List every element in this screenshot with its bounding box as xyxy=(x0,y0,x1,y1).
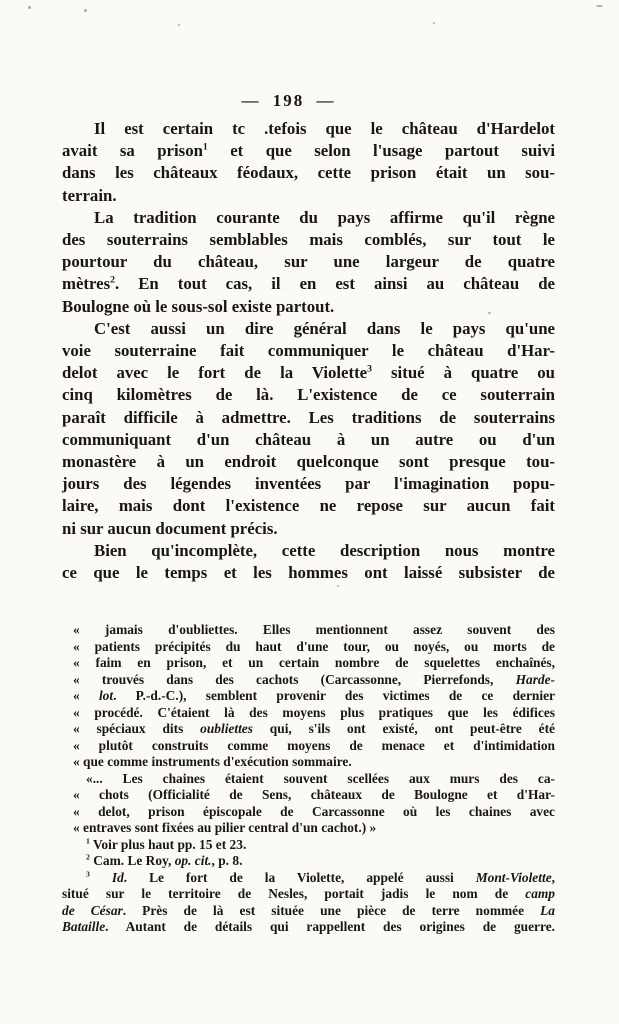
footnote-marker: 1 xyxy=(86,836,90,846)
text-segment: dans les châteaux féodaux, cette prison était un sou- xyxy=(62,163,555,183)
text-segment: cinq kilomètres de là. L'existence de ce souterrain xyxy=(62,385,555,405)
italic-text: oubliettes xyxy=(200,721,253,736)
text-line xyxy=(62,473,555,495)
text-segment: Voir plus haut pp. 15 et 23. xyxy=(89,836,247,852)
text-segment: qui, s'ils ont existé, ont peut-être été xyxy=(252,721,556,736)
text-segment: delot avec le fort de la Violette xyxy=(62,363,368,383)
text-line xyxy=(62,870,555,887)
text-line xyxy=(62,738,555,755)
footnotes xyxy=(62,622,555,936)
text-line xyxy=(62,207,555,229)
italic-text: Id xyxy=(111,869,124,885)
text-segment: . Près de là est située une pièce de terre nommée xyxy=(122,902,541,918)
text-line xyxy=(62,886,555,903)
text-segment: « procédé. C'étaient là des moyens plus pratiques que les édifices xyxy=(73,704,555,720)
text-segment: La tradition courante du pays affirme qu'il règne xyxy=(94,207,555,227)
text-line xyxy=(62,229,555,251)
text-line xyxy=(62,140,555,162)
text-segment: monastère à un endroit quelconque sont presque tou- xyxy=(62,452,555,472)
italic-text: de César xyxy=(62,902,123,918)
text-segment: Cam. Le Roy, xyxy=(89,853,175,868)
text-line xyxy=(62,318,555,340)
text-segment: Il est certain tc .tefois que le château d'Hardelot xyxy=(94,119,555,138)
text-line xyxy=(62,185,555,207)
text-segment: . Le fort de la Violette, appelé aussi xyxy=(123,869,476,885)
body-text xyxy=(62,118,555,584)
text-line xyxy=(62,919,555,936)
text-segment: laire, mais dont l'existence ne repose sur aucun fait xyxy=(62,496,555,516)
text-line xyxy=(62,118,555,140)
scan-speck xyxy=(488,312,491,314)
text-line xyxy=(62,672,555,689)
text-line xyxy=(62,362,555,384)
text-line xyxy=(62,451,555,473)
scan-speck xyxy=(433,22,435,24)
text-line xyxy=(62,903,555,920)
text-segment: « patients précipités du haut d'une tour, ou noyés, ou morts de xyxy=(73,638,555,654)
text-line xyxy=(62,853,555,870)
text-line xyxy=(62,518,555,540)
italic-text: camp xyxy=(525,886,555,901)
text-segment: , p. 8. xyxy=(211,853,243,868)
text-segment: . En tout cas, il en est ainsi au château de xyxy=(115,274,555,294)
text-segment: « trouvés dans des cachots (Carcassonne, Pierrefonds, xyxy=(73,671,516,687)
text-line xyxy=(62,837,555,854)
text-line xyxy=(62,804,555,821)
text-line xyxy=(62,721,555,738)
text-segment: « faim en prison, et un certain nombre de squelettes enchaînés, xyxy=(73,655,555,670)
text-segment xyxy=(90,870,112,885)
text-line xyxy=(62,540,555,562)
text-line xyxy=(62,407,555,429)
scan-speck xyxy=(337,585,339,587)
italic-text: Mont-Violette xyxy=(475,869,552,885)
text-line xyxy=(62,688,555,705)
text-segment: ce que le temps et les hommes ont laissé subsister de xyxy=(62,563,555,583)
text-line xyxy=(62,429,555,451)
text-segment: , xyxy=(551,869,555,885)
text-segment: . Autant de détails qui rappellent des origines de guerre. xyxy=(105,919,555,934)
text-segment: . P.-d.-C.), semblent provenir des victimes de ce dernier xyxy=(113,688,555,703)
text-segment: « chots (Officialité de Sens, châteaux de Boulogne et d'Har- xyxy=(73,787,555,802)
text-line xyxy=(62,655,555,672)
text-segment: «... Les chaines étaient souvent scellées aux murs des ca- xyxy=(86,770,555,786)
text-segment: situé à quatre ou xyxy=(372,363,555,383)
text-segment: « entraves sont fixées au pilier central d'un cachot.) » xyxy=(73,820,377,835)
text-segment: Bien qu'incomplète, cette description nous montre xyxy=(94,540,555,560)
text-line xyxy=(62,296,555,318)
italic-text: lot xyxy=(98,688,114,703)
text-line xyxy=(62,787,555,804)
italic-text: op. cit. xyxy=(174,853,212,868)
text-line xyxy=(62,340,555,362)
text-segment: situé sur le territoire de Nesles, portait jadis le nom de xyxy=(62,886,526,901)
text-segment: des souterrains semblables mais comblés, sur tout le xyxy=(62,230,555,250)
text-segment: ni sur aucun document précis. xyxy=(62,518,278,538)
text-segment: terrain. xyxy=(62,185,117,205)
footnote-marker: 3 xyxy=(86,869,90,879)
text-segment: pourtour du château, sur une largeur de quatre xyxy=(62,252,555,272)
text-segment: communiquant d'un château à un autre ou d'un xyxy=(62,429,555,449)
text-segment: et que selon l'usage partout suivi xyxy=(207,141,555,161)
text-segment: C'est aussi un dire général dans le pays qu'une xyxy=(94,318,555,338)
text-line xyxy=(62,273,555,295)
scan-speck xyxy=(178,24,180,26)
text-segment: paraît difficile à admettre. Les traditions de souterrains xyxy=(62,407,555,427)
text-segment: mètres xyxy=(62,274,111,294)
footnote-marker: 2 xyxy=(86,852,90,862)
text-line xyxy=(62,384,555,406)
text-segment: voie souterraine fait communiquer le château d'Har- xyxy=(62,341,555,361)
text-line xyxy=(62,820,555,837)
italic-text: Harde- xyxy=(515,671,555,687)
text-segment: jours des légendes inventées par l'imagination popu- xyxy=(62,474,555,494)
text-line xyxy=(62,251,555,273)
text-segment: « xyxy=(73,688,99,703)
italic-text: La xyxy=(540,902,555,918)
text-line xyxy=(62,639,555,656)
italic-text: Bataille xyxy=(62,919,106,934)
text-line xyxy=(62,705,555,722)
text-segment: Boulogne où le sous-sol existe partout. xyxy=(62,296,335,316)
page-number: — 198 — xyxy=(241,91,336,110)
text-line xyxy=(62,771,555,788)
text-line xyxy=(62,622,555,639)
text-line xyxy=(62,495,555,517)
scan-speck xyxy=(84,9,87,12)
footnote-marker: 2 xyxy=(110,274,116,286)
scan-speck xyxy=(596,5,603,7)
text-segment: « delot, prison épiscopale de Carcassonne où les chaines avec xyxy=(73,803,555,819)
text-segment: « jamais d'oubliettes. Elles mentionnent assez souvent des xyxy=(73,622,555,637)
text-segment: « spéciaux dits xyxy=(73,721,201,736)
text-segment: avait sa prison xyxy=(62,141,203,161)
text-segment: « que comme instruments d'exécution sommaire. xyxy=(73,754,352,769)
scan-speck xyxy=(28,6,31,9)
footnote-marker: 1 xyxy=(202,141,208,153)
text-line xyxy=(62,562,555,584)
text-line xyxy=(62,754,555,771)
footnote-marker: 3 xyxy=(367,363,373,375)
text-segment: « plutôt construits comme moyens de menace et d'intimidation xyxy=(73,737,555,753)
text-line xyxy=(62,162,555,184)
